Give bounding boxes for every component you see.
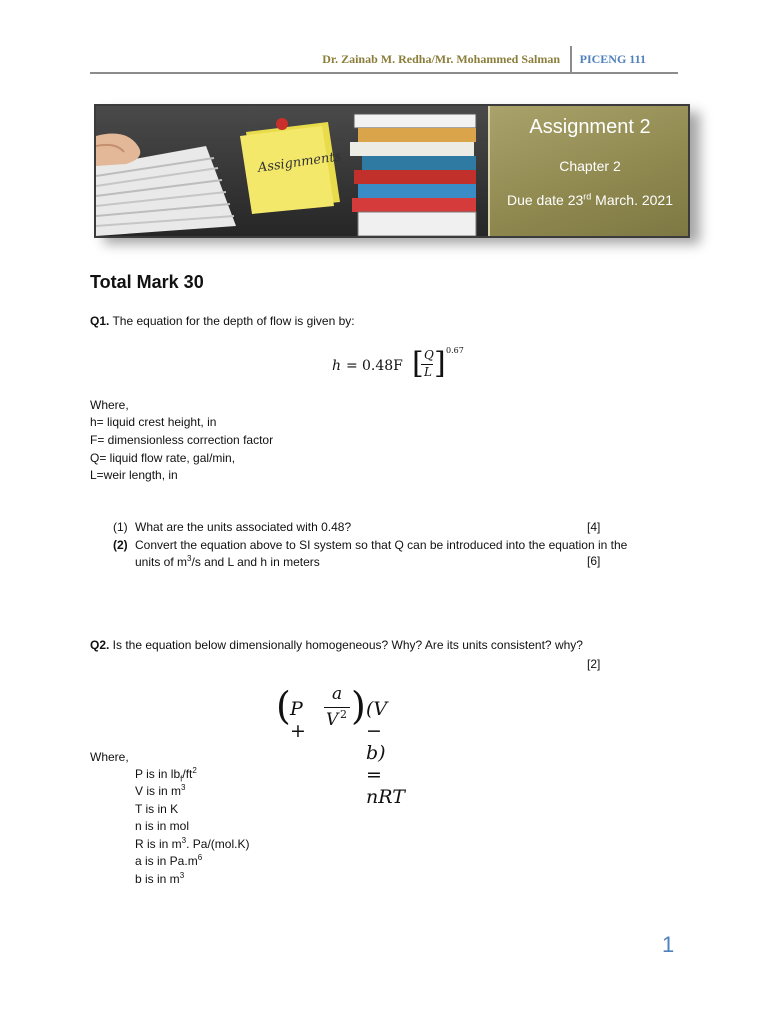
q2-variable: T is in K — [135, 802, 179, 816]
banner-photo — [96, 106, 488, 236]
q1-part-1-mark: [4] — [587, 520, 601, 534]
q1-part-1-text: What are the units associated with 0.48? — [135, 520, 352, 534]
header-course-code: PICENG 111 — [579, 52, 646, 66]
q2-variable: b is in $m^3$ — [135, 871, 185, 886]
header-divider — [570, 46, 572, 72]
q2-variable: P is in $lb_f/ft^2$ — [135, 766, 197, 784]
running-header — [90, 46, 678, 74]
assignment-chapter: Chapter 2 — [559, 158, 621, 174]
q1-definition: F= dimensionless correction factor — [90, 433, 274, 447]
total-mark-heading: Total Mark 30 — [90, 272, 204, 292]
page-number: 1 — [662, 932, 675, 957]
due-date: Due date 23rd March. 2021 — [506, 191, 674, 208]
q2-where: Where, — [90, 750, 129, 764]
svg-text:Assignments: Assignments — [257, 149, 343, 176]
q1-part-number: (2) — [113, 538, 128, 552]
q2-variable: V is in $m^3$ — [135, 783, 186, 798]
q1-definition: L=weir length, in — [90, 468, 178, 482]
header-authors: Dr. Zainab M. Redha/Mr. Mohammed Salman — [322, 52, 560, 66]
q1-part-number: (1) — [113, 520, 128, 534]
q2-variable: a is in $Pa.m^6$ — [135, 853, 203, 868]
book-stack-icon — [350, 114, 476, 236]
q1-part-2-text: Convert the equation above to SI system so that Q can be introduced into the equation in the — [135, 538, 628, 552]
papers-and-books-illustration — [96, 106, 488, 236]
q2-variable: R is in $m^3$. Pa/(mol.K) — [135, 836, 250, 851]
q2-prompt: Q2. Is the equation below dimensionally homogeneous? Why? Are its units consistent? why? — [90, 638, 583, 652]
q1-part-2-text-cont: units of $m^3/s$ and L and h in meters — [135, 554, 320, 569]
sticky-note-icon — [240, 118, 342, 214]
assignment-banner — [94, 104, 690, 238]
q1-part-2-mark: [6] — [587, 554, 601, 568]
q2-variable: n is in mol — [135, 819, 190, 833]
assignment-title: Assignment 2 — [529, 116, 651, 138]
q2-mark: [2] — [587, 657, 601, 671]
banner-title-panel — [488, 106, 690, 236]
q1-where: Where, — [90, 398, 129, 412]
q1-definition: h= liquid crest height, in — [90, 415, 217, 429]
q1-prompt: Q1. The equation for the depth of flow is given by: — [90, 314, 355, 328]
q1-definition: Q= liquid flow rate, gal/min, — [90, 451, 236, 465]
